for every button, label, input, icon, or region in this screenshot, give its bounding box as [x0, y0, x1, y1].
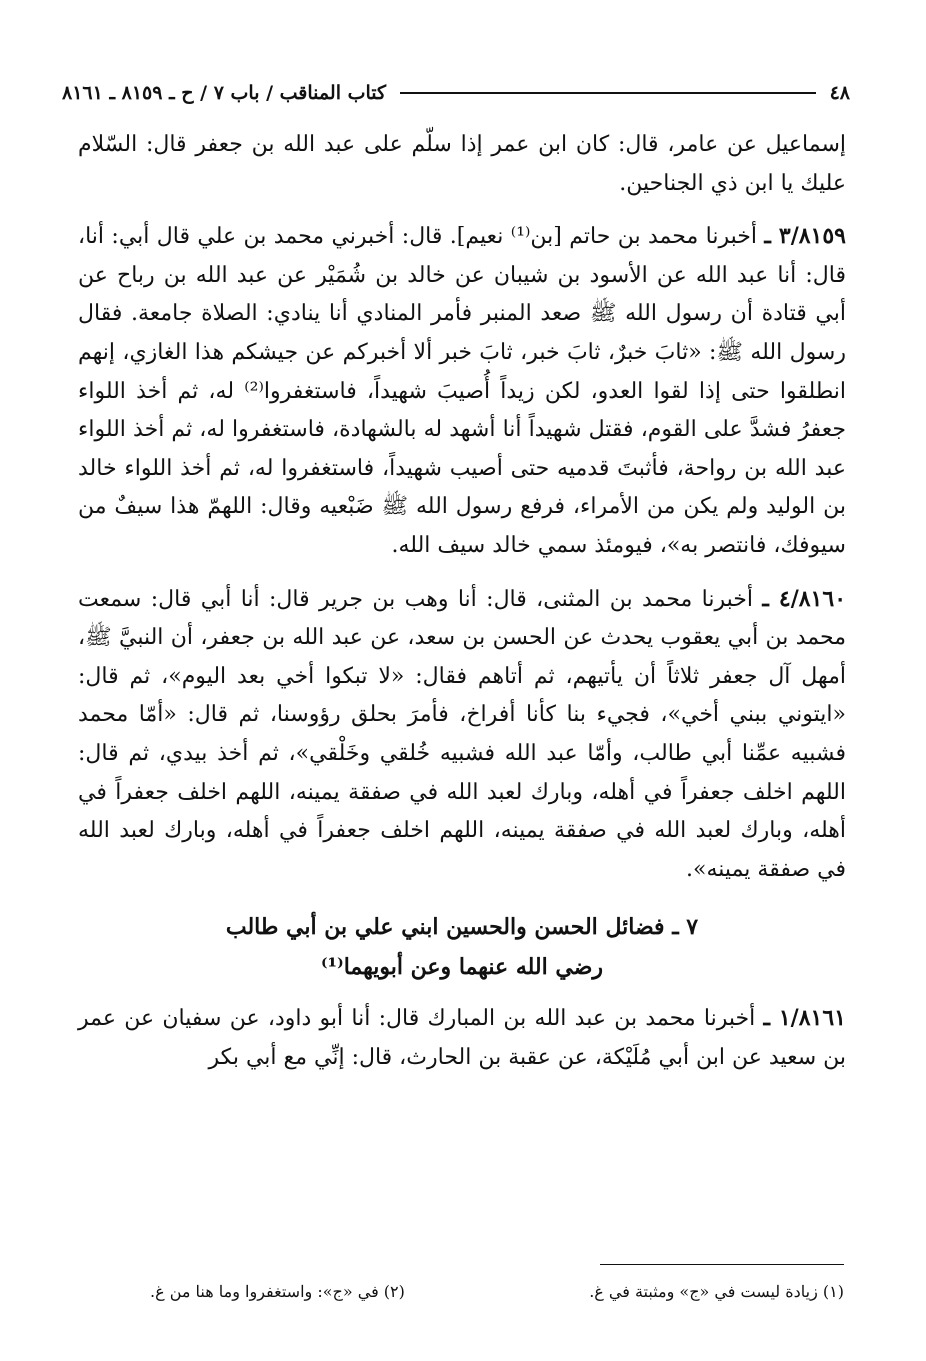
hadith-paragraph — [78, 580, 846, 890]
footnote-separator — [600, 1264, 844, 1265]
section-heading-line-2: رضي الله عنهما وعن أبويهما⁽¹⁾ — [320, 954, 604, 981]
hadith-paragraph — [78, 217, 846, 565]
paragraph-text: أخبرنا محمد بن المثنى، قال: أنا وهب بن جرير قال: أنا أبي قال: سمعت محمد بن أبي يعقوب يحدث عن الحسن بن سعد، عن عبد الله بن جعفر، أن النبيَّ ﷺ، أمهل آل جعفر ثلاثاً أن يأتيهم، ثم أتاهم فقال: «لا تبكوا أخي بعد اليوم»، ثم قال: «ايتوني ببني أخي»، فجيء بنا كأنا أفراخ، فأمرَ بحلق رؤوسنا، ثم قال: «أمّا محمد فشبيه عمِّنا أبي طالب، وأمّا عبد الله فشبيه خُلقي وخَلْقي»، ثم أخذ بيدي، ثم قال: اللهم اخلف جعفراً في أهله، وبارك لعبد الله في صفقة يمينه، اللهم اخلف جعفراً في أهله، وبارك لعبد الله في صفقة يمينه، اللهم اخلف جعفراً في أهله، وبارك لعبد الله في صفقة يمينه». — [78, 586, 847, 882]
footnotes — [150, 1282, 844, 1301]
page-header — [62, 78, 850, 108]
page-number: ٤٨ — [829, 82, 850, 104]
main-text — [78, 126, 846, 1077]
hadith-number: ٣/٨١٥٩ ـ — [764, 223, 846, 250]
paragraph-text: إسماعيل عن عامر، قال: كان ابن عمر إذا سلّم على عبد الله بن جعفر قال: السّلام عليك يا ابن ذي الجناحين. — [78, 132, 846, 196]
header-rule — [400, 92, 816, 94]
section-heading-line-1: ٧ ـ فضائل الحسن والحسين ابني علي بن أبي طالب — [225, 914, 699, 941]
paragraph-text: أخبرنا محمد بن حاتم [بن⁽¹⁾ نعيم]. قال: أخبرني محمد بن علي قال أبي: أنا، قال: أنا عبد الله عن الأسود بن شيبان عن خالد بن شُمَيْر عن عبد الله بن رباح عن أبي قتادة أن رسول الله ﷺ صعد المنبر فأمر المنادي أنا ينادي: الصلاة جامعة. فقال رسول الله ﷺ: «ثابَ خبرٌ، ثابَ خبر، ثابَ خبر ألا أخبركم عن جيشكم هذا الغازي، إنهم انطلقوا حتى إذا لقوا العدو، لكن زيداً أُصيبَ شهيداً، فاستغفروا⁽²⁾ له، ثم أخذ اللواء جعفرُ فشدَّ على القوم، فقتل شهيداً أنا أشهد له بالشهادة، فاستغفروا له، ثم أخذ اللواء عبد الله بن رواحة، فأثبتَ قدميه حتى أصيب شهيداً، فاستغفروا له، ثم أخذ اللواء خالد بن الوليد ولم يكن من الأمراء، فرفع رسول الله ﷺ ضَبْعيه وقال: اللهمّ هذا سيفٌ من سيوفك، فانتصر به»، فيومئذ سمي خالد سيف الله. — [78, 224, 847, 558]
footnote-2: (٢) في «ج»: واستغفروا وما هنا من غ. — [150, 1282, 405, 1301]
section-heading — [78, 907, 846, 987]
hadith-number: ١/٨١٦١ ـ — [763, 1005, 846, 1032]
hadith-number: ٤/٨١٦٠ ـ — [762, 585, 847, 612]
paragraph-text: أخبرنا محمد بن عبد الله بن المبارك قال: أنا أبو داود، عن سفيان عن عمر بن سعيد عن ابن أبي مُلَيْكة، عن عقبة بن الحارث، قال: إنِّي مع أبي بكر — [78, 1006, 846, 1070]
paragraph — [78, 126, 846, 203]
hadith-paragraph — [78, 999, 846, 1077]
footnote-1: (١) زيادة ليست في «ج» ومثبتة في غ. — [589, 1282, 844, 1301]
running-title: كتاب المناقب / باب ٧ / ح ـ ٨١٥٩ ـ ٨١٦١ — [62, 82, 387, 104]
